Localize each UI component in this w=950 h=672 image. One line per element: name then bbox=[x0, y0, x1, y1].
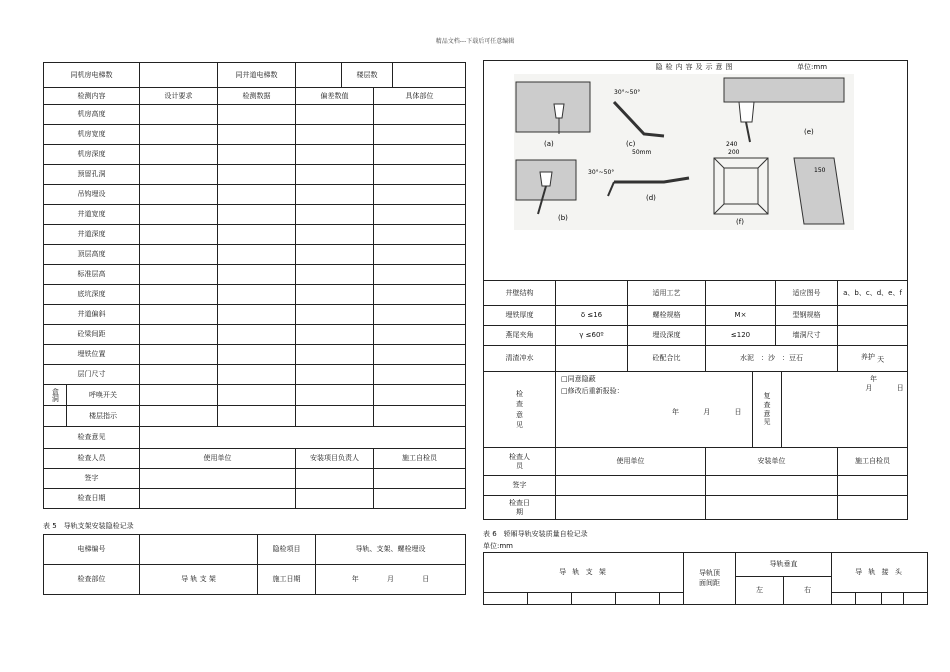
rail-vertical-header: 导轨垂直 bbox=[736, 553, 832, 577]
fig-label: (c) bbox=[626, 140, 636, 148]
fig-label: (a) bbox=[544, 140, 554, 148]
check-opinion-label: 检查意见 bbox=[44, 427, 140, 449]
sign-label: 签字 bbox=[484, 476, 556, 496]
cell: 墙洞尺寸 bbox=[776, 326, 838, 346]
cell: ≤120 bbox=[706, 326, 776, 346]
date-label: 检查日期 bbox=[44, 489, 140, 509]
table-row bbox=[44, 165, 466, 185]
table6 bbox=[483, 552, 928, 605]
fig-label: (e) bbox=[804, 128, 814, 136]
bracket-sketch bbox=[514, 74, 854, 230]
sign-header: 检查人员 bbox=[509, 452, 530, 470]
cell: 井壁结构 bbox=[484, 281, 556, 306]
group-label: 盒洞 bbox=[44, 385, 67, 405]
item-label: 机房高度 bbox=[44, 105, 140, 125]
col-header: 检测数据 bbox=[218, 88, 296, 105]
fig-label: 30°~50° bbox=[614, 89, 641, 96]
diagram-unit: 单位:mm bbox=[797, 63, 828, 71]
fig-label: (f) bbox=[736, 218, 744, 226]
left-label: 左 bbox=[736, 577, 784, 605]
sign-header: 施工自检员 bbox=[838, 448, 908, 476]
item-label: 吊钩埋设 bbox=[44, 185, 140, 205]
item-label: 底坑深度 bbox=[44, 285, 140, 305]
check-location-label: 检查部位 bbox=[44, 565, 140, 595]
inspection-item-value: 导轨、支架、螺栓埋设 bbox=[316, 535, 466, 565]
cell: δ ≤16 bbox=[556, 306, 628, 326]
cell: 水泥 ：沙 ：豆石 bbox=[706, 346, 838, 372]
table-row bbox=[44, 185, 466, 205]
table5: 电梯编号 隐检项目 导轨、支架、螺栓埋设 检查部位 导 轨 支 架 施工日期 年 月 日 bbox=[43, 534, 466, 595]
table6-unit: 单位:mm bbox=[483, 542, 513, 550]
right-table: 隐检内容及示意图 单位:mm (a) (c) 50mm 30°~50° (e) (b) (d) 30°~50° 240 200 (f) 150 井壁结构 适用工艺 适应图号 a、b、c、d、e、f 埋铁厚度 δ ≤16 螺栓规格 M× 型钢规格 燕尾夹角 γ ≤60º 埋设深度 ≤120 墙洞尺寸 清渣冲水 砼配合比 水泥 ：沙 ：豆石 养护 天 检查意见 □同意隐蔽 □修改后重新报验： 年 月 日 复查意见 年 月 日 检查人员 使用单位 安装单位 施工自检员 签字 检查日期 bbox=[483, 60, 908, 520]
cell: 埋设深度 bbox=[628, 326, 706, 346]
sign-header: 安装单位 bbox=[706, 448, 838, 476]
option-approve: □同意隐蔽 bbox=[561, 375, 596, 383]
cell: 同井道电梯数 bbox=[218, 63, 296, 88]
table6-caption: 表 6 轿厢导轨安装质量自检记录 bbox=[483, 530, 588, 538]
cell: 适用工艺 bbox=[628, 281, 706, 306]
item-label: 砼梁间距 bbox=[44, 325, 140, 345]
table-row bbox=[44, 265, 466, 285]
recheck-label: 复查意见 bbox=[763, 392, 771, 427]
installation-diagram bbox=[484, 61, 907, 280]
table5-caption: 表 5 导轨支架安装隐检记录 bbox=[43, 522, 134, 530]
date-label: 检查日期 bbox=[509, 498, 530, 516]
table-row bbox=[44, 345, 466, 365]
col-header: 具体部位 bbox=[374, 88, 466, 105]
rail-gap-header: 导轨顶面间距 bbox=[699, 568, 720, 587]
table-row bbox=[44, 365, 466, 385]
table-row bbox=[44, 125, 466, 145]
fig-label: 50mm bbox=[632, 149, 652, 156]
item-label: 井道偏斜 bbox=[44, 305, 140, 325]
cell: 适应图号 bbox=[776, 281, 838, 306]
item-label: 顶层高度 bbox=[44, 245, 140, 265]
check-location-value: 导 轨 支 架 bbox=[140, 565, 258, 595]
option-resubmit: □修改后重新报验： bbox=[561, 387, 624, 395]
elevator-id-label: 电梯编号 bbox=[44, 535, 140, 565]
item-label: 楼层指示 bbox=[89, 411, 117, 420]
table-row bbox=[44, 325, 466, 345]
page-header: 精品文档---下载后可任意编辑 bbox=[435, 38, 515, 45]
table-row bbox=[44, 145, 466, 165]
fig-label: 30°~50° bbox=[588, 169, 615, 176]
col-header: 偏差数值 bbox=[296, 88, 374, 105]
cell: 燕尾夹角 bbox=[484, 326, 556, 346]
item-label: 埋铁位置 bbox=[44, 345, 140, 365]
cell: 清渣冲水 bbox=[484, 346, 556, 372]
cell: 螺栓规格 bbox=[628, 306, 706, 326]
sign-header: 施工自检员 bbox=[374, 449, 466, 469]
cell: a、b、c、d、e、f bbox=[838, 281, 908, 306]
cell: 砼配合比 bbox=[628, 346, 706, 372]
table-row bbox=[44, 225, 466, 245]
construction-date-label: 施工日期 bbox=[258, 565, 316, 595]
sign-header: 使用单位 bbox=[140, 449, 296, 469]
table-row bbox=[44, 305, 466, 325]
sign-label: 签字 bbox=[44, 469, 140, 489]
item-label: 井道深度 bbox=[44, 225, 140, 245]
table-row bbox=[44, 105, 466, 125]
fig-label: 240 bbox=[726, 141, 738, 148]
sign-header: 安装项目负责人 bbox=[296, 449, 374, 469]
check-opinion-label: 检查意见 bbox=[516, 389, 523, 429]
item-label: 预留孔洞 bbox=[44, 165, 140, 185]
item-label: 机房深度 bbox=[44, 145, 140, 165]
sign-header: 使用单位 bbox=[556, 448, 706, 476]
cell: 同机房电梯数 bbox=[44, 63, 140, 88]
floor-count-label: 楼层数 bbox=[342, 63, 393, 87]
table-row bbox=[44, 245, 466, 265]
right-label: 右 bbox=[784, 577, 832, 605]
col-header: 检测内容 bbox=[44, 88, 140, 105]
item-label: 机房宽度 bbox=[44, 125, 140, 145]
cell: M× bbox=[706, 306, 776, 326]
fig-label: 200 bbox=[728, 149, 740, 156]
rail-bracket-header: 导 轨 支 架 bbox=[484, 553, 684, 593]
diagram-title: 隐检内容及示意图 bbox=[655, 63, 736, 71]
sign-header: 检查人员 bbox=[44, 449, 140, 469]
fig-label: 150 bbox=[814, 167, 826, 174]
col-header: 设计要求 bbox=[140, 88, 218, 105]
cell: 埋铁厚度 bbox=[484, 306, 556, 326]
item-label: 呼唤开关 bbox=[89, 390, 117, 399]
rail-joint-header: 导 轨 接 头 bbox=[832, 553, 928, 593]
cell: 型钢规格 bbox=[776, 306, 838, 326]
item-label: 标准层高 bbox=[44, 265, 140, 285]
cell: γ ≤60º bbox=[556, 326, 628, 346]
fig-label: (b) bbox=[558, 214, 568, 222]
inspection-item-label: 隐检项目 bbox=[258, 535, 316, 565]
table-row bbox=[44, 285, 466, 305]
item-label: 井道宽度 bbox=[44, 205, 140, 225]
table-row bbox=[44, 205, 466, 225]
left-table bbox=[43, 62, 466, 509]
item-label: 层门尺寸 bbox=[44, 365, 140, 385]
fig-label: (d) bbox=[646, 194, 656, 202]
